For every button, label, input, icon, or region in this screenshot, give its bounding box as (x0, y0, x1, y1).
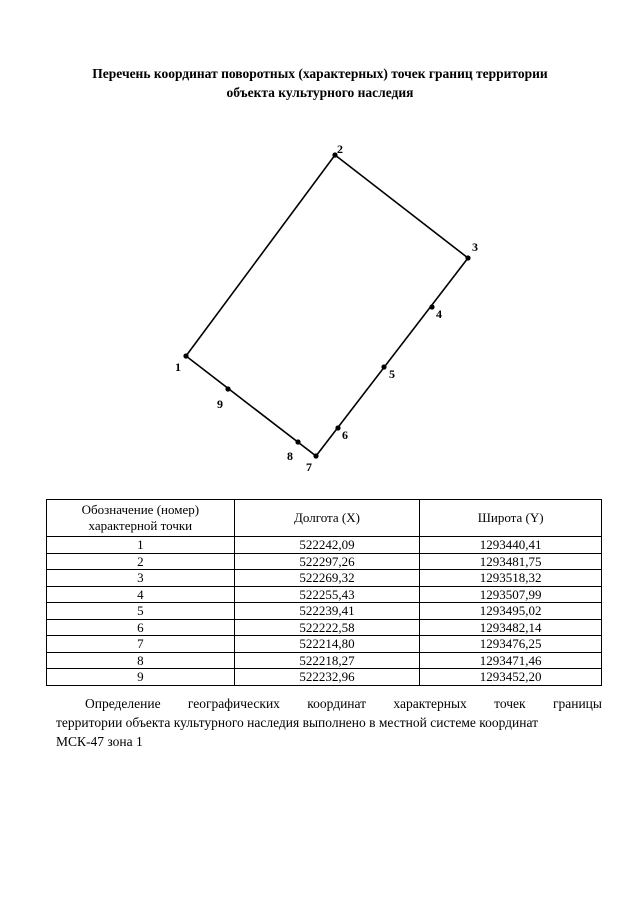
point-8-label: 8 (287, 449, 293, 463)
cell-latitude: 1293476,25 (420, 636, 602, 653)
cell-point-id: 7 (47, 636, 235, 653)
header-latitude: Широта (Y) (420, 500, 602, 537)
cell-latitude: 1293481,75 (420, 553, 602, 570)
cell-latitude: 1293452,20 (420, 669, 602, 686)
boundary-points (175, 142, 478, 474)
point-7-marker (313, 453, 318, 458)
table-row (47, 570, 602, 587)
cell-longitude: 522218,27 (234, 652, 420, 669)
note-line-1 (85, 694, 602, 713)
point-7 (306, 453, 319, 474)
cell-longitude: 522297,26 (234, 553, 420, 570)
note-word: Определение (85, 696, 161, 711)
header-designation (47, 500, 235, 537)
point-3-marker (465, 255, 470, 260)
cell-latitude: 1293471,46 (420, 652, 602, 669)
cell-latitude: 1293440,41 (420, 537, 602, 554)
point-9-marker (225, 386, 230, 391)
point-8-marker (295, 439, 300, 444)
note-word: точек (494, 696, 526, 711)
note-word: географических (187, 696, 280, 711)
point-9-label: 9 (217, 397, 223, 411)
cell-longitude: 522222,58 (234, 619, 420, 636)
point-9 (217, 386, 231, 411)
point-4-marker (429, 304, 434, 309)
cell-latitude: 1293518,32 (420, 570, 602, 587)
cell-point-id: 6 (47, 619, 235, 636)
cell-longitude: 522255,43 (234, 586, 420, 603)
cell-longitude: 522214,80 (234, 636, 420, 653)
cell-point-id: 3 (47, 570, 235, 587)
table-row (47, 652, 602, 669)
note-word: характерных (393, 696, 467, 711)
cell-point-id: 5 (47, 603, 235, 620)
cell-longitude: 522242,09 (234, 537, 420, 554)
table-row (47, 669, 602, 686)
note-word: координат (307, 696, 367, 711)
point-5-label: 5 (389, 367, 395, 381)
note-line-2: территории объекта культурного наследия выполнено в местной системе координат (56, 715, 539, 730)
table-row (47, 553, 602, 570)
point-1-label: 1 (175, 360, 181, 374)
header-designation-line-1: Обозначение (номер) (81, 502, 200, 517)
point-1 (175, 353, 189, 374)
cell-point-id: 4 (47, 586, 235, 603)
point-5-marker (381, 364, 386, 369)
title-line-1: Перечень координат поворотных (характерных) точек границ территории (92, 66, 548, 81)
cell-longitude: 522239,41 (234, 603, 420, 620)
cell-point-id: 8 (47, 652, 235, 669)
cell-point-id: 2 (47, 553, 235, 570)
point-7-label: 7 (306, 460, 312, 474)
header-designation-line-2: характерной точки (88, 518, 193, 533)
point-3-label: 3 (472, 240, 478, 254)
point-6-label: 6 (342, 428, 348, 442)
table-row (47, 619, 602, 636)
cell-latitude: 1293507,99 (420, 586, 602, 603)
point-1-marker (183, 353, 188, 358)
cell-latitude: 1293495,02 (420, 603, 602, 620)
point-6 (335, 425, 348, 442)
point-8 (287, 439, 301, 463)
coordinates-table (46, 499, 602, 686)
point-4 (429, 304, 442, 321)
point-5 (381, 364, 395, 381)
note-line-3: МСК-47 зона 1 (56, 734, 143, 749)
table-row (47, 537, 602, 554)
cell-longitude: 522269,32 (234, 570, 420, 587)
table-header-row (47, 500, 602, 537)
cell-longitude: 522232,96 (234, 669, 420, 686)
point-2 (332, 142, 343, 158)
header-longitude: Долгота (X) (234, 500, 420, 537)
note-word: границы (552, 696, 602, 711)
boundary-polygon (186, 155, 468, 456)
coordinate-system-note (56, 694, 602, 751)
cell-point-id: 1 (47, 537, 235, 554)
table-row (47, 603, 602, 620)
point-6-marker (335, 425, 340, 430)
cell-point-id: 9 (47, 669, 235, 686)
cell-latitude: 1293482,14 (420, 619, 602, 636)
point-3 (465, 240, 478, 261)
table-row (47, 586, 602, 603)
table-row (47, 636, 602, 653)
title-line-2: объекта культурного наследия (226, 85, 414, 100)
point-4-label: 4 (436, 307, 442, 321)
point-2-label: 2 (337, 142, 343, 156)
